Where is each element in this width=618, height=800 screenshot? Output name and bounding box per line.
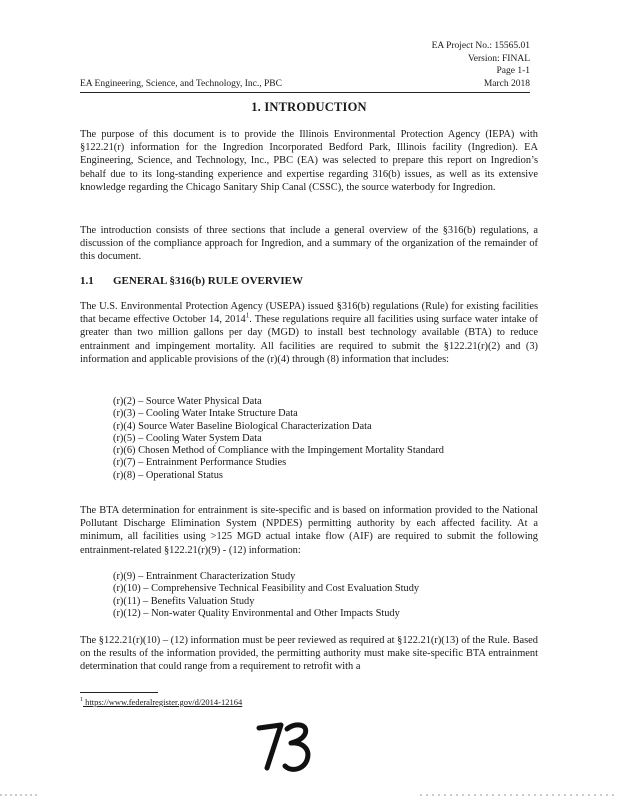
peer-review-paragraph: The §122.21(r)(10) – (12) information must be peer reviewed as required at §122.21(r)(13) of the Rule. Based on the results of the information provided, the permitting authority must make site-specific BTA entrainment determination that could range from a requirement to retrofit with a	[80, 635, 538, 673]
list-item: (r)(9) – Entrainment Characterization Study	[113, 571, 296, 582]
header-rule	[80, 92, 530, 93]
subsection-number: 1.1	[80, 275, 94, 287]
list-item: (r)(7) – Entrainment Performance Studies	[113, 457, 287, 469]
section-title: 1. INTRODUCTION	[251, 100, 367, 114]
list-item: (r)(8) – Operational Status	[113, 469, 223, 481]
footnote-url: https://www.federalregister.gov/d/2014-12164	[83, 697, 243, 707]
list-item: (r)(6) Chosen Method of Compliance with the Impingement Mortality Standard	[113, 445, 444, 457]
footnote-rule	[80, 692, 158, 693]
subsection-title: GENERAL §316(b) RULE OVERVIEW	[113, 275, 304, 287]
footnote-ref: 1	[245, 311, 250, 320]
company-name: EA Engineering, Science, and Technology, Inc., PBC	[80, 79, 282, 89]
footnote	[80, 697, 242, 707]
entrainment-list	[113, 571, 419, 620]
list-item: (r)(12) – Non-water Quality Environmental and Other Impacts Study	[113, 607, 400, 619]
rule-overview-paragraph	[80, 300, 538, 366]
requirements-list	[113, 396, 444, 482]
bta-paragraph: The BTA determination for entrainment is site-specific and is based on information provided to the National Pollutant Discharge Elimination System (NPDES) permitting authority by each affected facility. At a minimum, all facilities using >125 MGD actual intake flow (AIF) are required to submit the following entrainment-related §122.21(r)(9) - (12) information:	[80, 505, 538, 556]
intro-paragraph-2: The introduction consists of three sections that include a general overview of the §316(b) regulations, a discussion of the compliance approach for Ingredion, and a summary of the organization of the remainder of this document.	[80, 225, 538, 263]
project-number: EA Project No.: 15565.01	[431, 41, 530, 51]
list-item: (r)(10) – Comprehensive Technical Feasibility and Cost Evaluation Study	[113, 583, 420, 595]
paragraph-text: . These regulations require all facilities using surface water intake of greater than two million gallons per day (MGD) to install best technology available (BTA) to reduce entrainment and impingement mortality. All facilities are required to submit the §122.21(r)(2) and (3) information and applicable provisions of the (r)(4) through (8) information that includes:	[80, 314, 538, 365]
list-item: (r)(5) – Cooling Water System Data	[113, 432, 262, 444]
list-item: (r)(11) – Benefits Valuation Study	[113, 595, 255, 607]
version-label: Version: FINAL	[467, 53, 530, 64]
intro-paragraph-1: The purpose of this document is to provide the Illinois Environmental Protection Agency (IEPA) with §122.21(r) information for the Ingredion Incorporated Bedford Park, Illinois facility (Ingredion). EA Engineering, Science, and Technology, Inc., PBC (EA) was selected to prepare this report on Ingredion’s behalf due to its long-standing experience and expertise regarding 316(b) issues, as well as its extensive knowledge regarding the Chicago Sanitary Ship Canal (CSSC), the source waterbody for Ingredion.	[80, 129, 538, 193]
header-date: March 2018	[483, 79, 530, 89]
footnote-marker: 1	[80, 697, 83, 704]
list-item: (r)(2) – Source Water Physical Data	[113, 396, 262, 407]
subsection-heading	[80, 275, 303, 287]
scan-edge-marks	[0, 794, 618, 796]
handwritten-page-number	[255, 720, 317, 776]
paragraph-text: The U.S. Environmental Protection Agency (USEPA) issued §316(b) regulations (Rule) for existing facilities that became effective October 14, 2014	[80, 301, 538, 326]
list-item: (r)(4) Source Water Baseline Biological Characterization Data	[113, 420, 372, 432]
page-number: Page 1-1	[496, 66, 530, 76]
list-item: (r)(3) – Cooling Water Intake Structure Data	[113, 408, 298, 420]
header-block	[432, 40, 530, 78]
